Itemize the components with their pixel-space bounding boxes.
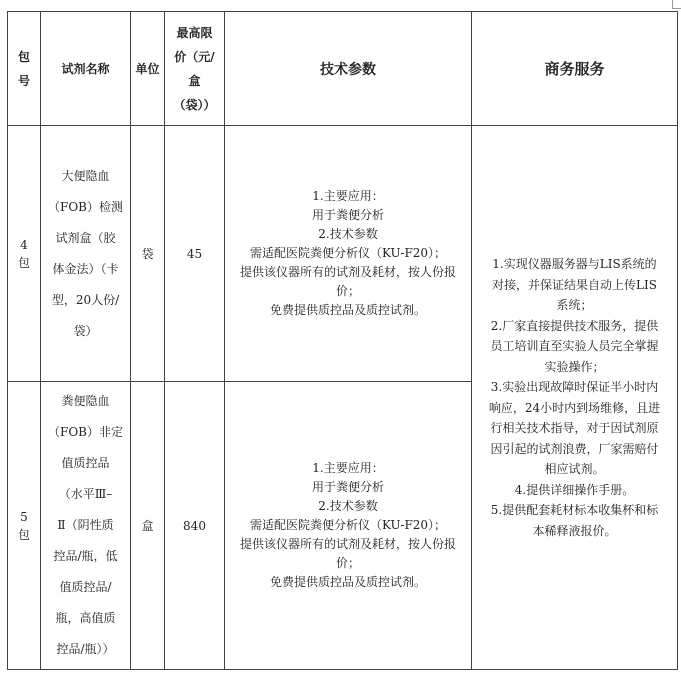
tech-line: 提供该仪器所有的试剂及耗材，按人份报: [239, 265, 456, 279]
header-service-text: 商务服务: [544, 60, 605, 78]
package-cell: [8, 126, 41, 382]
tech-line: 价；: [335, 556, 360, 570]
service-line: 对接，并保证结果自动上传LIS: [492, 277, 657, 292]
service-cell: [472, 126, 678, 670]
reagent-name-line: （水平Ⅲ–: [58, 487, 113, 501]
reagent-name-line: 袋）: [73, 323, 98, 338]
header-package: [8, 12, 41, 126]
service-line: 3.实验出现故障时保证半小时内: [490, 380, 659, 394]
reagent-name-line: 型，20人份/: [51, 292, 120, 307]
package-suffix: 包: [17, 527, 30, 542]
package-suffix: 包: [17, 255, 30, 270]
table-row: [8, 126, 678, 382]
reagent-name-line: 控品/瓶））: [56, 642, 115, 656]
package-number: 4: [20, 237, 28, 252]
reagent-name-line: 试剂盒（胶: [55, 230, 116, 245]
reagent-name-line: 值质控品/: [59, 580, 112, 594]
tech-line: 1.主要应用：: [312, 189, 384, 203]
tech-line: 免费提供质控品及质控试剂。: [269, 575, 426, 589]
price-cell: 840: [165, 382, 225, 670]
package-cell: [8, 382, 41, 670]
header-package-line-1: 包: [17, 49, 30, 64]
tech-line: 2.技术参数: [318, 499, 378, 513]
service-line: 系统；: [556, 298, 593, 312]
reagent-table: [7, 11, 678, 670]
service-line: 行相关技术指导，对于因试剂原: [490, 421, 659, 435]
service-line: 相应试剂。: [544, 462, 605, 476]
service-line: 员工培训直至实验人员完全掌握: [490, 339, 659, 353]
reagent-name-cell: [41, 382, 131, 670]
reagent-name-line: 瓶，高值质: [55, 611, 116, 625]
unit-cell: 袋: [131, 126, 165, 382]
header-reagent-name-text: 试剂名称: [61, 61, 110, 76]
service-line: 4.提供详细操作手册。: [514, 482, 635, 497]
tech-line: 1.主要应用：: [312, 461, 384, 475]
header-price-line-3: 盒: [188, 73, 201, 88]
service-line: 2.厂家直接提供技术服务，提供: [490, 318, 659, 333]
page-corner-mark: [672, 0, 681, 9]
reagent-name-line: 值质控品: [61, 456, 110, 470]
header-tech: [225, 12, 472, 126]
header-row: [8, 12, 678, 126]
service-line: 实验操作；: [544, 359, 605, 374]
reagent-name-line: 大便隐血: [61, 168, 110, 183]
header-price-line-2: 价（元/: [174, 49, 215, 64]
unit-cell: 盒: [131, 382, 165, 670]
tech-line: 用于粪便分析: [311, 480, 384, 494]
tech-line: 需适配医院粪便分析仪（KU-F20）；: [249, 518, 447, 532]
price-cell: 45: [165, 126, 225, 382]
header-service: [472, 12, 678, 126]
service-line: 1.实现仪器服务器与LIS系统的: [492, 257, 657, 271]
service-line: 本稀释液报价。: [532, 523, 617, 538]
header-price-line-4: （袋））: [173, 97, 216, 112]
header-reagent-name: [41, 12, 131, 126]
tech-line: 提供该仪器所有的试剂及耗材，按人份报: [239, 537, 456, 551]
service-line: 响应，24小时内到场维修，且进: [488, 400, 661, 415]
tech-line: 用于粪便分析: [311, 208, 384, 222]
reagent-name-line: 粪便隐血: [61, 394, 110, 408]
package-number: 5: [20, 509, 28, 524]
tech-params-cell: [225, 382, 472, 670]
tech-params-cell: [225, 126, 472, 382]
tech-line: 需适配医院粪便分析仪（KU-F20）；: [249, 246, 447, 260]
header-unit: [131, 12, 165, 126]
service-line: 因引起的试剂浪费，厂家需赔付: [490, 441, 659, 456]
service-line: 5.提供配套耗材标本收集杯和标: [490, 503, 659, 517]
reagent-name-line: 控品/瓶，低: [53, 549, 118, 563]
header-tech-text: 技术参数: [320, 61, 376, 78]
reagent-name-line: 体金法）（卡: [52, 261, 119, 276]
header-unit-text: 单位: [135, 61, 160, 76]
reagent-name-line: （FOB）检测: [48, 199, 123, 214]
reagent-name-line: （FOB）非定: [48, 425, 123, 439]
header-price-line-1: 最高限: [176, 25, 213, 40]
tech-line: 免费提供质控品及质控试剂。: [269, 303, 426, 317]
reagent-name-cell: [41, 126, 131, 382]
header-price: [165, 12, 225, 126]
reagent-name-line: Ⅱ（阴性质: [57, 518, 114, 532]
tech-line: 2.技术参数: [318, 227, 378, 241]
tech-line: 价；: [335, 284, 360, 298]
header-package-line-2: 号: [17, 73, 30, 88]
